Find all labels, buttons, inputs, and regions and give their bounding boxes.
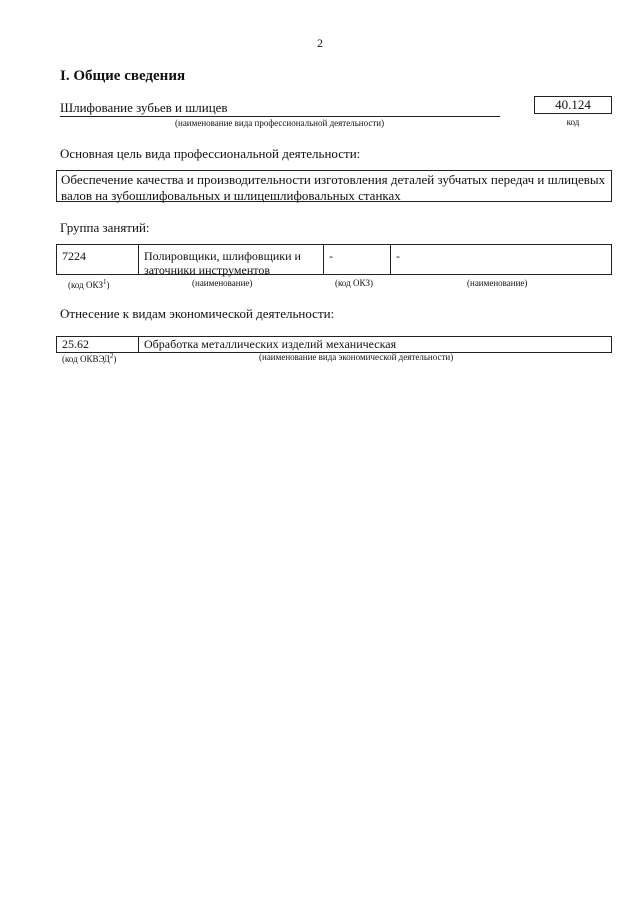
activity-name: Шлифование зубьев и шлицев	[60, 100, 228, 115]
occupation-name-1-caption: (наименование)	[192, 278, 253, 288]
occupation-name-1: Полировщики, шлифовщики и заточники инструментов	[139, 245, 324, 274]
occupation-name-2: -	[396, 249, 400, 263]
occupation-table	[56, 244, 612, 275]
section-title: I. Общие сведения	[60, 68, 186, 84]
okved-name-caption: (наименование вида экономической деятельности)	[259, 352, 454, 362]
goal-box: Обеспечение качества и производительности изготовления деталей зубчатых передач и шлицевых валов на зубошлифовальных и шлицешлифовальных станках	[56, 170, 612, 202]
economic-label: Отнесение к видам экономической деятельности:	[60, 306, 335, 321]
occupation-code-1-caption: (код ОКЗ$^1$)	[68, 278, 110, 290]
activity-code-caption: код	[566, 117, 580, 127]
occupation-group-label: Группа занятий:	[60, 220, 150, 235]
occupation-code-1: 7224	[57, 245, 139, 274]
occupation-code-2-caption: (код ОКЗ)	[335, 278, 373, 288]
activity-underline	[60, 116, 500, 117]
activity-name-caption: (наименование вида профессиональной деятельности)	[175, 118, 385, 128]
okved-name: Обработка металлических изделий механическая	[144, 337, 397, 351]
occupation-name-2-caption: (наименование)	[467, 278, 528, 288]
occupation-code-2: -	[324, 245, 391, 274]
activity-code-box: 40.124	[534, 96, 612, 114]
page-number: 2	[317, 36, 323, 50]
okved-code-caption: (код ОКВЭД$^2$)	[62, 352, 117, 364]
goal-label: Основная цель вида профессиональной деятельности:	[60, 146, 361, 161]
okved-code: 25.62	[57, 337, 139, 352]
economic-table	[56, 336, 612, 353]
